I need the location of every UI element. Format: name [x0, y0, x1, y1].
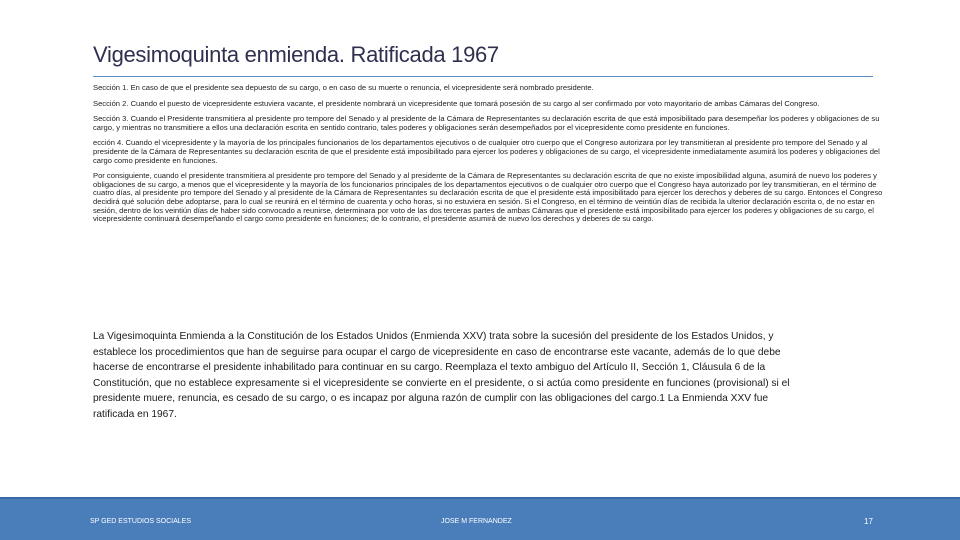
footer-course-label: SP GED ESTUDIOS SOCIALES [90, 518, 192, 525]
footer-author: JOSE M FERNANDEZ [441, 518, 512, 525]
section-3-text: Sección 3. Cuando el Presidente transmitiera al presidente pro tempore del Senado y al presidente de la Cámara de Representantes su declaración escrita de que está imposibilitado para desempeñar los poderes y obligaciones de su cargo, y mientras no transmitiere a ellos una declaración escrita en sentido contrario, tales poderes y obligaciones serán desempeñados por el vicepresidente como presidente en funciones. [93, 114, 880, 132]
amendment-sections [93, 84, 883, 231]
footer-bar [0, 497, 960, 540]
title-divider [93, 76, 873, 77]
section-2-text: Sección 2. Cuando el puesto de vicepresidente estuviera vacante, el presidente nombrará un vicepresidente que tomará posesión de su cargo al ser confirmado por voto mayoritario de ambas Cámaras del Congreso. [93, 98, 820, 108]
page-number: 17 [864, 517, 873, 526]
slide-title: Vigesimoquinta enmienda. Ratificada 1967 [93, 42, 499, 67]
section-4-continuation-text: Por consiguiente, cuando el presidente transmitiera al presidente pro tempore del Senado y al presidente de la Cámara de Representantes su declaración escrita de que no existe imposibilidad alguna, asumirá de nuevo los poderes y obligaciones de su cargo, a menos que el vicepresidente y la mayoría de los funcionarios principales de los departamentos ejecutivos o de cualquier otro cuerpo que el Congreso haya autorizado por ley transmitieran, en el término de cuatro días, al presidente pro tempore del Senado y al presidente de la Cámara de Representantes su declaración escrita de que el presidente está imposibilitado para ejercer los derechos y deberes de su cargo. Entonces el Congreso decidirá qué solución debe adoptarse, para lo cual se reunirá en el término de cuarenta y ocho horas, si no estuviera en sesión. Si el Congreso, en el término de veintiún días de recibida la ulterior declaración escrita o, de no estar en sesión, dentro de los veintiún días de haber sido convocado a reunirse, determinara por voto de las dos terceras partes de ambas Cámaras que el presidente está imposibilitado para ejercer los poderes y obligaciones de su cargo, el vicepresidente continuará desempeñando el cargo como presidente en funciones; de lo contrario, el presidente asumirá de nuevo los derechos y deberes de su cargo. [93, 171, 883, 224]
section-1-text: Sección 1. En caso de que el presidente sea depuesto de su cargo, o en caso de su muerte o renuncia, el vicepresidente será nombrado presidente. [93, 83, 594, 92]
section-4-text: ección 4. Cuando el vicepresidente y la mayoría de los principales funcionarios de los departamentos ejecutivos o de cualquier otro cuerpo que el Congreso autorizara por ley transmitieran al presidente pro tempore del Senado y al presidente de la Cámara de Representantes su declaración escrita de que el presidente está imposibilitado para ejercer los poderes y obligaciones de su cargo, el vicepresidente inmediatamente asumirá los poderes y obligaciones del cargo como presidente en funciones. [93, 138, 880, 165]
footer-top-line [0, 497, 960, 499]
summary-paragraph: La Vigesimoquinta Enmienda a la Constitución de los Estados Unidos (Enmienda XXV) trata sobre la sucesión del presidente de los Estados Unidos, y establece los procedimientos que han de seguirse para ocupar el cargo de vicepresidente en caso de encontrarse este vacante, además de lo que debe hacerse de encontrarse el presidente inhabilitado para continuar en su cargo. Reemplaza el texto ambiguo del Artículo II, Sección 1, Cláusula 6 de la Constitución, que no establece expresamente si el vicepresidente se convierte en el presidente, o si actúa como presidente en funciones (provisional) si el presidente muere, renuncia, es cesado de su cargo, o es incapaz por alguna razón de cumplir con las obligaciones del cargo.1 La Enmienda XXV fue ratificada en 1967. [93, 331, 790, 420]
